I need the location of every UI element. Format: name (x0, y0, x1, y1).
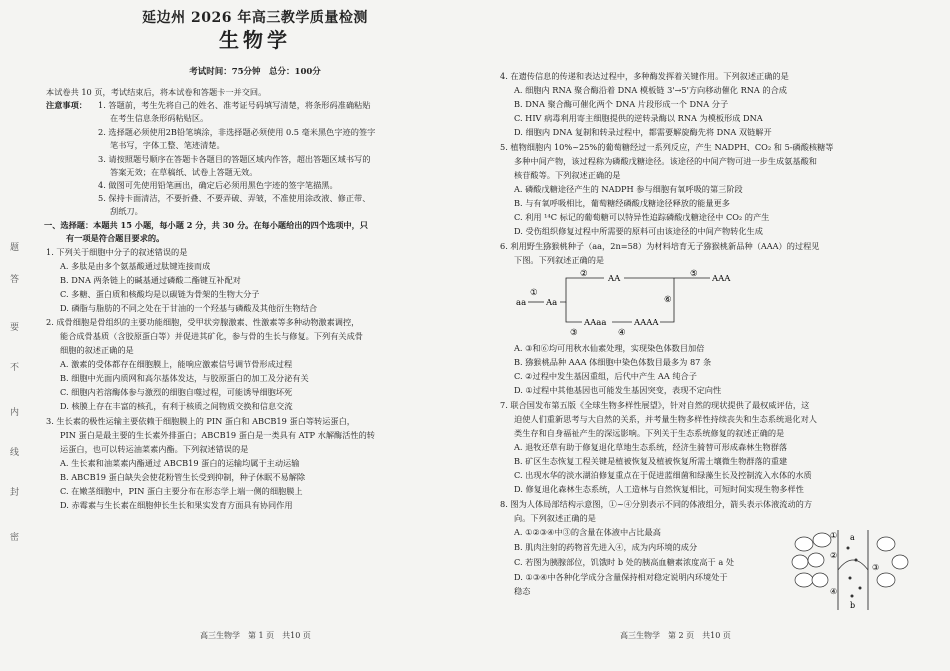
question-7-line: 类生存和自身福祉产生的深远影响。下列关于生态系统修复的叙述正确的是 (514, 428, 785, 438)
question-7-line: 迫使人们重新思考与大自然的关系，并考量生物多样性持续丧失和生态系统退化对人 (514, 414, 817, 424)
option: B. 猕猴桃品种 AAA 体细胞中染色体数目最多为 87 条 (514, 357, 712, 367)
notice-line: 笔书写，字体工整、笔迹清楚。 (110, 140, 225, 150)
option: C. HIV 病毒利用寄主细胞提供的逆转录酶以 RNA 为模板形成 DNA (514, 113, 763, 123)
option: C. 利用 ¹⁴C 标记的葡萄糖可以特异性追踪磷酸戊糖途径中 CO₂ 的产生 (514, 212, 770, 222)
option: D. 磷脂与脂肪的不同之处在于甘油的一个羟基与磷酸及其他衍生物结合 (60, 303, 318, 313)
option: D. 赤霉素与生长素在细胞伸长生长和果实发育方面具有协同作用 (60, 500, 293, 510)
fig-label: a (850, 533, 855, 542)
notice-line: 1. 答题前，考生先将自己的姓名、准考证号码填写清楚，将条形码准确粘贴 (98, 100, 371, 110)
step-label: ④ (618, 328, 626, 338)
notice-line: 刮纸刀。 (110, 206, 143, 216)
option: C. 细胞内若溶酶体参与激烈的细胞自噬过程，可能诱导细胞坏死 (60, 387, 293, 397)
option: D. 核膜上存在丰富的核孔，有利于核质之间物质交换和信息交流 (60, 401, 293, 411)
fig-label: ② (830, 551, 838, 560)
body-fluid-figure (790, 530, 910, 610)
option: C. 出现水华的淡水湖泊修复重点在于促进蓝细菌和绿藻生长及控制流入水体的水质 (514, 470, 812, 480)
notice-line: 3. 请按照题号顺序在答题卡各题目的答题区域内作答，超出答题区域书写的 (98, 154, 371, 164)
option: B. 矿区生态恢复工程关键是植被恢复及植被恢复所需土壤微生物群落的重建 (514, 456, 788, 466)
option: B. DNA 两条链上的碱基通过磷酸二酯键互补配对 (60, 275, 241, 285)
node-n3: AAaa (584, 318, 607, 328)
question-6-line: 下图。下列叙述正确的是 (514, 255, 605, 265)
option: A. 激素的受体都存在细胞膜上，能响应激素信号调节骨形成过程 (60, 359, 293, 369)
node-n4: AAAA (634, 318, 659, 328)
question-3-line: PIN 蛋白是最主要的生长素外排蛋白；ABCB19 蛋白是一类具有 ATP 水解酶活性的转 (60, 430, 375, 440)
question-3-line: 运蛋白，也可以转运油菜素内酯。下列叙述错误的是 (60, 444, 249, 454)
seal-char: 不 (10, 363, 20, 373)
seal-char: 封 (10, 488, 20, 498)
option: A. 生长素和油菜素内酯通过 ABCB19 蛋白的运输均属于主动运输 (60, 458, 300, 468)
step-label: ⑤ (690, 269, 698, 279)
seal-char: 密 (10, 533, 20, 543)
intro-text: 本试卷共 10 页，考试结束后，将本试卷和答题卡一并交回。 (46, 87, 267, 97)
question-4: 4. 在遗传信息的传递和表达过程中，多种酶发挥着关键作用。下列叙述正确的是 (500, 71, 789, 81)
notice-label: 注意事项： (46, 100, 87, 110)
option: B. DNA 聚合酶可催化两个 DNA 片段形成一个 DNA 分子 (514, 99, 729, 109)
section-heading: 有一项是符合题目要求的。 (66, 233, 165, 243)
node-n1: Aa (546, 298, 558, 308)
question-7: 7. 联合国发布第五版《全球生物多样性展望》，针对自然的现状提供了最权威评估，这 (500, 400, 810, 410)
notice-line: 2. 选择题必须使用2B铅笔填涂，非选择题必须使用 0.5 毫米黑色字迹的签字 (98, 127, 376, 137)
fig-label: ① (830, 531, 838, 540)
option: A. 退牧还草有助于修复退化草地生态系统，经济生骑替可形成森林生物群落 (514, 442, 788, 452)
option: C. ②过程中发生基因重组，后代中产生 AA 纯合子 (514, 371, 697, 381)
question-8-line: 向。下列叙述正确的是 (514, 513, 596, 523)
breeding-diagram (514, 268, 774, 340)
question-6: 6. 利用野生猕猴桃种子（aa，2n=58）为材料培育无子猕猴桃新品种（AAA）的过程见 (500, 241, 820, 251)
question-1: 1. 下列关于细胞中分子的叙述错误的是 (46, 247, 188, 257)
notice-line: 4. 做图可先使用铅笔画出，确定后必须用黑色字迹的签字笔描黑。 (98, 180, 338, 190)
question-2: 2. 成骨细胞是骨组织的主要功能细胞，受甲状旁腺激素、性激素等多种动物激素调控， (46, 317, 360, 327)
question-3: 3. 生长素的极性运输主要依赖于细胞膜上的 PIN 蛋白和 ABCB19 蛋白等转运蛋白， (46, 416, 355, 426)
option-continued: 稳态 (514, 586, 531, 596)
notice-line: 在考生信息条形码粘贴区。 (110, 113, 209, 123)
option: A. 磷酸戊糖途径产生的 NADPH 参与细胞有氧呼吸的第三阶段 (514, 184, 743, 194)
option: A. ①②③④中③的含量在体液中占比最高 (514, 527, 661, 537)
option: D. 受伤组织修复过程中所需要的原料可由该途径的中间产物转化生成 (514, 226, 763, 236)
option: B. 细胞中光面内质网和高尔基体发达，与胶原蛋白的加工及分泌有关 (60, 373, 309, 383)
step-label: ① (530, 288, 538, 298)
seal-line-strip (8, 60, 28, 620)
subject-title: 生物学 (219, 28, 291, 52)
fig-label: ③ (872, 563, 880, 572)
option: C. 若图为胰腺部位，饥饿时 b 处的胰高血糖素浓度高于 a 处 (514, 557, 735, 567)
seal-char: 线 (10, 448, 20, 458)
fig-label: ④ (830, 587, 838, 596)
question-2-line: 细胞的叙述正确的是 (60, 345, 134, 355)
seal-char: 题 (10, 243, 20, 253)
question-5-line: 多种中间产物，该过程称为磷酸戊糖途径。该途径的中间产物可进一步生成氨基酸和 (514, 156, 817, 166)
option: A. 多肽是由多个氨基酸通过肽键连接而成 (60, 261, 211, 271)
seal-char: 答 (10, 275, 20, 285)
option: A. 细胞内 RNA 聚合酶沿着 DNA 模板链 3'→5'方向移动催化 RNA 的合成 (514, 85, 787, 95)
page-footer: 高三生物学 第 2 页 共10 页 (620, 631, 731, 640)
node-end: AAA (712, 274, 731, 284)
step-label: ③ (570, 328, 578, 338)
step-label: ⑥ (664, 295, 672, 305)
option: A. ③和⑥均可用秋水仙素处理，实现染色体数目加倍 (514, 343, 705, 353)
question-2-line: 能合成骨基质（含胶原蛋白等）并促进其矿化，参与骨的生长与修复。下列有关成骨 (60, 331, 363, 341)
option: D. 修复退化森林生态系统，人工造林与自然恢复相比，可短时间实现生物多样性 (514, 484, 804, 494)
option: B. 肌肉注射的药物首先进入④，成为内环境的成分 (514, 542, 698, 552)
option: C. 在嫩茎细胞中，PIN 蛋白主要分布在形态学上端一侧的细胞膜上 (60, 486, 303, 496)
exam-meta: 考试时间：75分钟 总分：100分 (189, 67, 321, 77)
step-label: ② (580, 269, 588, 279)
option: C. 多糖、蛋白质和核酸均是以碳链为骨架的生物大分子 (60, 289, 260, 299)
option: D. 细胞内 DNA 复制和转录过程中，都需要解旋酶先将 DNA 双链解开 (514, 127, 772, 137)
question-8: 8. 图为人体局部结构示意图，①~④分别表示不同的体液组分，箭头表示体液流动的方 (500, 499, 813, 509)
question-5-line: 核苷酸等。下列叙述正确的是 (514, 170, 621, 180)
fig-label: b (850, 601, 856, 610)
option: B. ABCB19 蛋白缺失会使花粉管生长受到抑制，种子休眠不易解除 (60, 472, 306, 482)
question-5: 5. 植物细胞内 10%~25%的葡萄糖经过一系列反应，产生 NADPH、CO₂ 和 5-磷酸核糖等 (500, 142, 834, 152)
option: B. 与有氧呼吸相比，葡萄糖经磷酸戊糖途径释放的能量更多 (514, 198, 730, 208)
seal-char: 内 (10, 408, 20, 418)
section-heading: 一、选择题：本题共 15 小题，每小题 2 分，共 30 分。在每小题给出的四个选项中，只 (44, 220, 368, 230)
option: D. ①过程中其他基因也可能发生基因突变，表现不定向性 (514, 385, 722, 395)
exam-title: 延边州 2026 年高三教学质量检测 (142, 10, 368, 26)
notice-line: 5. 保持卡面清洁，不要折叠、不要弄破、弄皱，不准使用涂改液、修正带、 (98, 193, 371, 203)
notice-line: 答案无效；在草稿纸、试卷上答题无效。 (110, 167, 258, 177)
node-n2: AA (608, 274, 621, 284)
page-footer: 高三生物学 第 1 页 共10 页 (200, 631, 311, 640)
seal-char: 要 (10, 323, 20, 333)
option: D. ①③④中各种化学成分含量保持相对稳定说明内环境处于 (514, 572, 728, 582)
node-start: aa (516, 298, 527, 308)
